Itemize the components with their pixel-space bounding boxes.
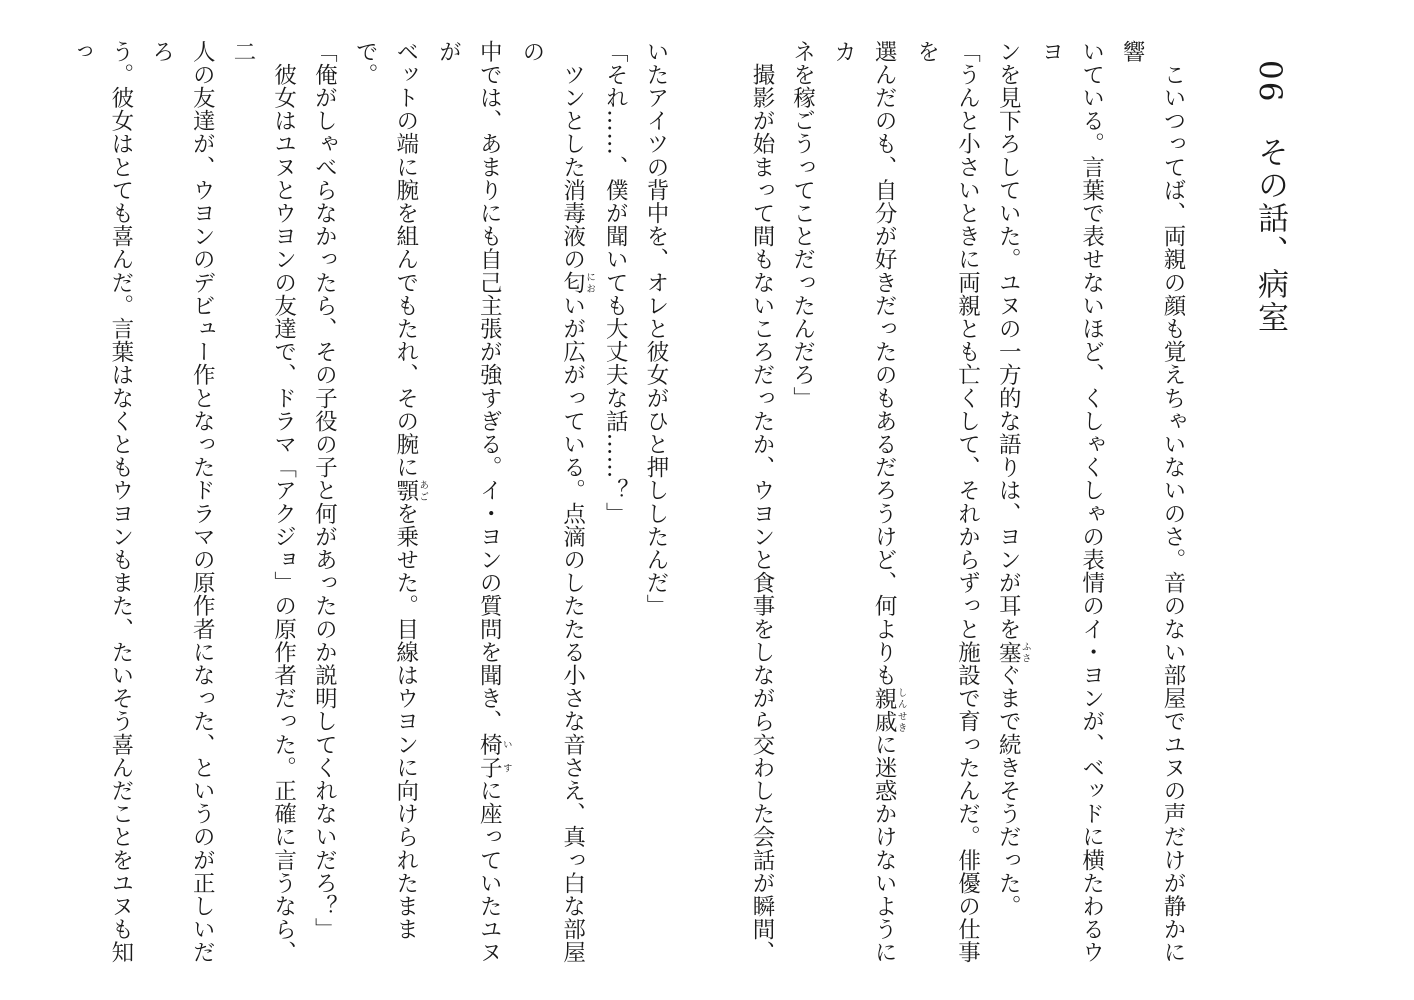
text-line: 人の友達が、ウヨンのデビュー作となったドラマの原作者になった、というのが正しいだろ: [148, 40, 216, 964]
ruby-word: 匂にお: [559, 271, 596, 295]
ruby-word: 顎あご: [392, 478, 429, 503]
text-line: ベットの端に腕を組んでもたれ、その腕に顎あごを乗せた。目線はウヨンに向けられたままで。: [352, 40, 429, 941]
text-line: ンを見下ろしていた。ユヌの一方的な語りは、ヨンが耳を塞ふさぐまで続きそうだった。: [995, 40, 1031, 918]
text-line: いたアイツの背中を、オレと彼女がひと押ししたんだ」: [643, 40, 669, 618]
text-line: いている。言葉で表せないほど、くしゃくしゃの表情のイ・ヨンが、ベッドに横たわるウヨ: [1037, 40, 1105, 964]
text-line: 撮影が始まって間もないころだったか、ウヨンと食事をしながら交わした会話が瞬間、: [748, 63, 775, 964]
text-line: 「それ……、僕が聞いても大丈夫な話……？」: [602, 40, 629, 526]
text-line: う。彼女はとても喜んだ。言葉はなくともウヨンもまた、たいそう喜んだことをユヌも知っ: [67, 40, 134, 964]
right-page-body: [745, 40, 1193, 980]
ruby-word: 椅子いす: [476, 733, 512, 780]
text-line: 選んだのも、自分が好きだったのもあるだろうけど、何よりも親戚しんせきに迷惑かけないようにカ: [830, 40, 907, 965]
chapter-heading: [1235, 40, 1305, 980]
left-page: [56, 40, 676, 980]
text-line: 中では、あまりにも自己主張が強すぎる。イ・ヨンの質問を聞き、椅子いすに座っていたユヌが: [435, 40, 512, 965]
text-line: こいつってば、両親の顔も覚えちゃいないのさ。音のない部屋でユヌの声だけが静かに響: [1119, 40, 1186, 964]
chapter-number: 06: [1252, 60, 1288, 104]
text-line: ネを稼ごうってことだったんだろ」: [789, 40, 816, 410]
text-line: 「うんと小さいときに両親とも亡くして、それからずっと施設で育ったんだ。俳優の仕事を: [913, 40, 981, 964]
right-page: [745, 40, 1305, 980]
chapter-title: その話、病室: [1252, 136, 1288, 335]
ruby-word: 塞ふさ: [995, 640, 1031, 664]
text-line: [56, 40, 59, 980]
text-line: 「俺がしゃべらなかったら、その子役の子と何があったのか説明してくれないだろ？」: [311, 40, 338, 941]
text-line: 彼女はユヌとウヨンの友達で、ドラマ「アクジョ」の原作者だった。正確に言うなら、二: [229, 40, 297, 964]
ruby-word: 親戚しんせき: [871, 686, 907, 734]
text-line: ツンとした消毒液の匂においが広がっている。点滴のしたたる小さな音さえ、真っ白な部屋の: [518, 40, 596, 965]
